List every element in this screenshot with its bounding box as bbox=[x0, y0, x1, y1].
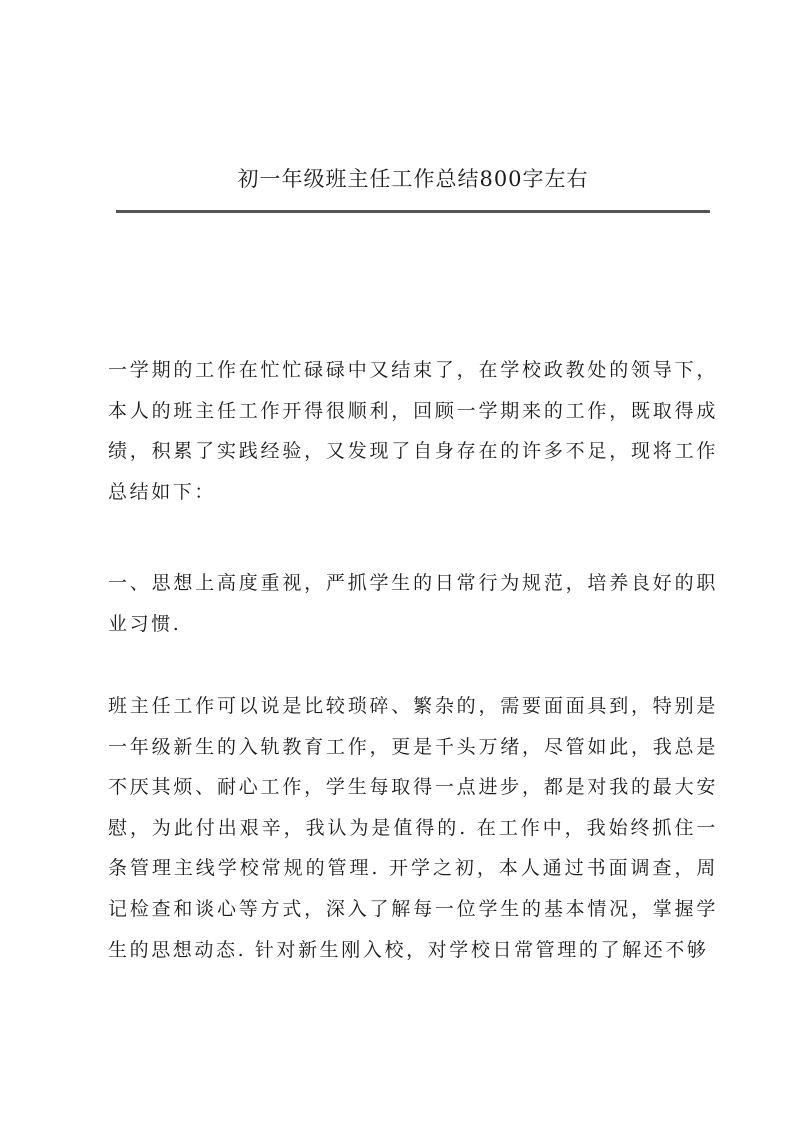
title-divider bbox=[116, 210, 710, 213]
paragraph-section-heading-1: 一、思想上高度重视，严抓学生的日常行为规范，培养良好的职业习惯. bbox=[108, 572, 718, 635]
document-title: 初一年级班主任工作总结800字左右 bbox=[237, 167, 589, 191]
paragraph-intro: 一学期的工作在忙忙碌碌中又结束了，在学校政教处的领导下，本人的班主任工作开得很顺利，回顾一学期来的工作，既取得成绩，积累了实践经验，又发现了自身存在的许多不足，现将工作总结如下： bbox=[108, 359, 718, 503]
paragraph-body-1: 班主任工作可以说是比较琐碎、繁杂的，需要面面具到，特别是一年级新生的入轨教育工作，更是千头万绪，尽管如此，我总是不厌其烦、耐心工作，学生每取得一点进步，都是对我的最大安慰，为此付出艰辛，我认为是值得的. 在工作中，我始终抓住一条管理主线学校常规的管理. 开学之初，本人通过书面调查，周记检查和谈心等方式，深入了解每一位学生的基本情况，掌握学生的思想动态. 针对新生刚入校，对学校日常管理的了解还不够 bbox=[108, 695, 718, 961]
